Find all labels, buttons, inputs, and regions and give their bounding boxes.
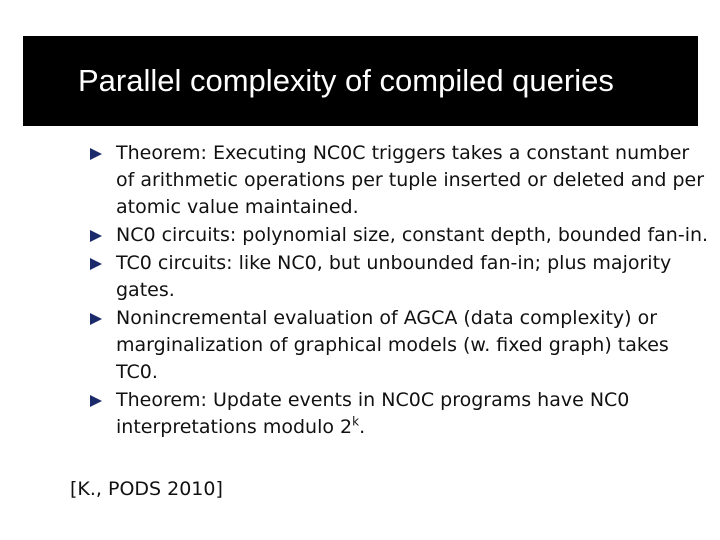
- bullet-text: Theorem: Executing NC0C triggers takes a constant number of arithmetic operations per tuple inserted or deleted and per atomic value maintained.: [116, 142, 705, 218]
- title-bar: [23, 36, 698, 126]
- exponent-k: k: [352, 414, 360, 429]
- bullet-text-end: .: [359, 416, 366, 438]
- bullet-item: [90, 387, 710, 441]
- bullet-list: [90, 140, 710, 442]
- bullet-triangle-icon: [90, 313, 102, 325]
- bullet-triangle-icon: [90, 230, 102, 242]
- bullet-text: Nonincremental evaluation of AGCA (data complexity) or marginalization of graphical models (w. fixed graph) takes TC0.: [116, 307, 669, 383]
- slide-title: Parallel complexity of compiled queries: [78, 63, 614, 98]
- bullet-triangle-icon: [90, 148, 102, 160]
- bullet-text: TC0 circuits: like NC0, but unbounded fan-in; plus majority gates.: [116, 252, 672, 301]
- bullet-text: NC0 circuits: polynomial size, constant depth, bounded fan-in.: [116, 224, 709, 246]
- bullet-item: [90, 250, 710, 304]
- bullet-item: [90, 305, 710, 386]
- bullet-triangle-icon: [90, 258, 102, 270]
- bullet-item: [90, 222, 710, 249]
- bullet-triangle-icon: [90, 395, 102, 407]
- bullet-item: [90, 140, 710, 221]
- citation-reference: [K., PODS 2010]: [70, 478, 223, 500]
- bullet-text-main: Theorem: Update events in NC0C programs have NC0 interpretations modulo 2: [116, 389, 630, 438]
